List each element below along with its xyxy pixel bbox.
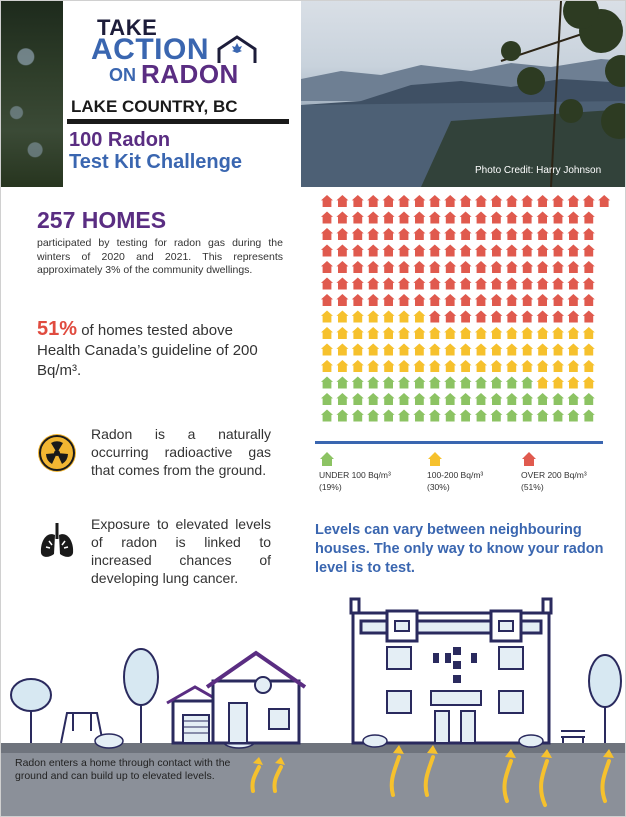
- house-mark: [321, 261, 333, 273]
- house-mark: [444, 261, 456, 273]
- house-mark: [383, 294, 395, 306]
- house-mark: [490, 393, 502, 405]
- photo-credit: Photo Credit: Harry Johnson: [475, 165, 602, 176]
- house-mark: [460, 377, 472, 389]
- house-mark: [490, 294, 502, 306]
- house-mark: [567, 278, 579, 290]
- house-mark: [352, 360, 364, 372]
- house-mark: [521, 245, 533, 257]
- house-mark: [490, 360, 502, 372]
- house-mark: [352, 311, 364, 323]
- house-mark: [506, 393, 518, 405]
- house-mark: [398, 228, 410, 240]
- house-mark: [429, 195, 441, 207]
- house-mark: [567, 261, 579, 273]
- house-mark: [490, 245, 502, 257]
- house-mark: [321, 294, 333, 306]
- tree-icon: [124, 649, 158, 743]
- house-red-icon: [521, 451, 537, 467]
- house-mark: [460, 212, 472, 224]
- house-mark: [475, 327, 487, 339]
- house-mark: [537, 195, 549, 207]
- house-mark: [336, 344, 348, 356]
- house-mark: [552, 311, 564, 323]
- house-mark: [521, 294, 533, 306]
- house-mark: [506, 360, 518, 372]
- house-mark: [583, 311, 595, 323]
- house-mark: [367, 377, 379, 389]
- house-mark: [475, 245, 487, 257]
- house-mark: [475, 377, 487, 389]
- house-mark: [413, 245, 425, 257]
- house-mark: [398, 377, 410, 389]
- house-mark: [521, 261, 533, 273]
- house-mark: [398, 344, 410, 356]
- house-mark: [552, 212, 564, 224]
- house-mark: [413, 360, 425, 372]
- house-mark: [583, 360, 595, 372]
- house-mark: [429, 294, 441, 306]
- challenge-title-line1: 100 Radon: [69, 129, 171, 151]
- house-mark: [413, 327, 425, 339]
- house-mark: [460, 245, 472, 257]
- house-mark: [336, 360, 348, 372]
- percent-value: 51%: [37, 318, 78, 340]
- house-mark: [521, 410, 533, 422]
- logo-on: ON: [109, 65, 136, 85]
- house-mark: [383, 393, 395, 405]
- house-mark: [460, 228, 472, 240]
- house-mark: [552, 261, 564, 273]
- house-mark: [413, 410, 425, 422]
- house-mark: [413, 294, 425, 306]
- house-mark: [583, 294, 595, 306]
- house-mark: [398, 195, 410, 207]
- house-mark: [352, 344, 364, 356]
- house-mark: [413, 344, 425, 356]
- tree-photo-left: [1, 1, 63, 187]
- house-mark: [444, 195, 456, 207]
- house-mark: [506, 311, 518, 323]
- house-mark: [460, 294, 472, 306]
- house-mark: [321, 311, 333, 323]
- house-mark: [537, 228, 549, 240]
- house-mark: [429, 311, 441, 323]
- house-mark: [352, 377, 364, 389]
- logo-radon: RADON: [141, 59, 239, 89]
- house-mark: [336, 261, 348, 273]
- house-mark: [552, 393, 564, 405]
- house-mark: [521, 212, 533, 224]
- house-mark: [475, 228, 487, 240]
- house-mark: [429, 212, 441, 224]
- divider: [67, 119, 289, 124]
- house-mark: [383, 261, 395, 273]
- house-mark: [460, 261, 472, 273]
- house-mark: [336, 212, 348, 224]
- house-mark: [398, 294, 410, 306]
- house-mark: [321, 393, 333, 405]
- house-mark: [429, 410, 441, 422]
- house-mark: [352, 327, 364, 339]
- house-mark: [475, 344, 487, 356]
- house-mark: [475, 278, 487, 290]
- house-mark: [490, 228, 502, 240]
- house-mark: [537, 377, 549, 389]
- radon-fact: Radon is a naturally occurring radioactive gas that comes from the ground.: [91, 426, 271, 478]
- house-mark: [460, 393, 472, 405]
- house-green-icon: [319, 451, 335, 467]
- house-mark: [444, 278, 456, 290]
- house-mark: [383, 278, 395, 290]
- house-mark: [444, 360, 456, 372]
- house-mark: [429, 228, 441, 240]
- house-mark: [336, 410, 348, 422]
- house-mark: [460, 195, 472, 207]
- house-mark: [490, 344, 502, 356]
- house-mark: [583, 228, 595, 240]
- house-mark: [552, 278, 564, 290]
- house-mark: [383, 410, 395, 422]
- house-mark: [506, 410, 518, 422]
- house-mark: [583, 278, 595, 290]
- house-mark: [429, 261, 441, 273]
- house-mark: [521, 278, 533, 290]
- house-mark: [444, 344, 456, 356]
- house-mark: [336, 245, 348, 257]
- house-mark: [506, 228, 518, 240]
- house-mark: [444, 327, 456, 339]
- house-mark: [383, 228, 395, 240]
- house-mark: [521, 360, 533, 372]
- house-mark: [475, 311, 487, 323]
- house-mark: [367, 344, 379, 356]
- house-mark: [352, 261, 364, 273]
- house-mark: [352, 195, 364, 207]
- levels-statement: Levels can vary between neighbouring houses. The only way to know your radon level is to test.: [315, 522, 604, 576]
- house-mark: [321, 212, 333, 224]
- house-mark: [567, 410, 579, 422]
- house-mark: [398, 261, 410, 273]
- house-mark: [506, 261, 518, 273]
- house-mark: [367, 278, 379, 290]
- house-mark: [336, 195, 348, 207]
- house-mark: [352, 228, 364, 240]
- house-mark: [321, 278, 333, 290]
- house-mark: [413, 195, 425, 207]
- house-mark: [567, 360, 579, 372]
- house-mark: [490, 410, 502, 422]
- house-mark: [567, 195, 579, 207]
- house-mark: [398, 311, 410, 323]
- house-mark: [490, 311, 502, 323]
- house-mark: [444, 228, 456, 240]
- house-grid: [321, 195, 621, 435]
- house-mark: [567, 245, 579, 257]
- house-mark: [521, 195, 533, 207]
- house-mark: [383, 377, 395, 389]
- house-mark: [475, 410, 487, 422]
- house-mark: [383, 327, 395, 339]
- house-mark: [383, 360, 395, 372]
- house-mark: [444, 393, 456, 405]
- house-mark: [583, 212, 595, 224]
- house-mark: [367, 311, 379, 323]
- house-mark: [460, 410, 472, 422]
- house-mark: [537, 294, 549, 306]
- house-mark: [521, 344, 533, 356]
- lake-photo: [301, 1, 626, 187]
- lungs-icon: [37, 521, 77, 561]
- house-mark: [490, 212, 502, 224]
- house-mark: [490, 195, 502, 207]
- house-mark: [552, 360, 564, 372]
- legend-label: UNDER 100 Bq/m³: [319, 470, 391, 480]
- house-mark: [598, 195, 610, 207]
- house-mark: [336, 294, 348, 306]
- house-mark: [552, 294, 564, 306]
- house-mark: [413, 261, 425, 273]
- house-mark: [490, 377, 502, 389]
- house-mark: [537, 360, 549, 372]
- legend-item-100-200: [427, 451, 483, 493]
- house-mark: [352, 245, 364, 257]
- house-mark: [383, 344, 395, 356]
- house-mark: [521, 393, 533, 405]
- house-mark: [567, 228, 579, 240]
- house-mark: [367, 228, 379, 240]
- house-mark: [475, 195, 487, 207]
- house-mark: [398, 245, 410, 257]
- lung-fact: Exposure to elevated levels of radon is linked to increased chances of developing lung cancer.: [91, 516, 271, 586]
- house-mark: [367, 393, 379, 405]
- house-mark: [429, 327, 441, 339]
- percent-statement: [37, 319, 277, 381]
- house-mark: [352, 278, 364, 290]
- house-mark: [383, 311, 395, 323]
- house-mark: [537, 245, 549, 257]
- house-mark: [444, 245, 456, 257]
- house-mark: [567, 344, 579, 356]
- house-mark: [413, 311, 425, 323]
- house-mark: [352, 410, 364, 422]
- house-mark: [336, 278, 348, 290]
- house-mark: [336, 228, 348, 240]
- bottom-caption: Radon enters a home through contact with the ground and can build up to elevated levels.: [15, 757, 231, 782]
- house-mark: [460, 327, 472, 339]
- house-mark: [552, 410, 564, 422]
- house-mark: [552, 344, 564, 356]
- house-mark: [506, 245, 518, 257]
- house-mark: [321, 245, 333, 257]
- house-yellow-icon: [427, 451, 443, 467]
- house-mark: [413, 212, 425, 224]
- house-mark: [475, 261, 487, 273]
- house-mark: [321, 410, 333, 422]
- house-mark: [537, 261, 549, 273]
- house-mark: [567, 212, 579, 224]
- house-mark: [583, 327, 595, 339]
- house-mark: [352, 294, 364, 306]
- house-mark: [537, 311, 549, 323]
- house-mark: [398, 360, 410, 372]
- house-mark: [352, 393, 364, 405]
- percent-text: of homes tested above Health Canada’s guideline of 200 Bq/m³.: [37, 322, 258, 379]
- house-mark: [367, 410, 379, 422]
- house-mark: [567, 377, 579, 389]
- house-mark: [583, 410, 595, 422]
- house-mark: [552, 377, 564, 389]
- legend-label: OVER 200 Bq/m³: [521, 470, 587, 480]
- house-mark: [336, 327, 348, 339]
- neighbourhood-illustration: [1, 591, 626, 817]
- house-mark: [506, 212, 518, 224]
- legend-divider: [315, 441, 603, 444]
- house-mark: [352, 212, 364, 224]
- house-mark: [383, 195, 395, 207]
- house-mark: [567, 393, 579, 405]
- house-mark: [444, 311, 456, 323]
- house-mark: [506, 278, 518, 290]
- house-mark: [583, 344, 595, 356]
- house-mark: [490, 278, 502, 290]
- house-mark: [367, 261, 379, 273]
- house-mark: [552, 195, 564, 207]
- house-mark: [583, 261, 595, 273]
- house-mark: [506, 327, 518, 339]
- house-mark: [552, 245, 564, 257]
- house-mark: [429, 377, 441, 389]
- house-mark: [367, 245, 379, 257]
- house-mark: [521, 228, 533, 240]
- house-mark: [429, 393, 441, 405]
- house-mark: [460, 360, 472, 372]
- house-mark: [460, 311, 472, 323]
- house-mark: [321, 228, 333, 240]
- house-mark: [506, 195, 518, 207]
- house-mark: [321, 377, 333, 389]
- house-mark: [444, 212, 456, 224]
- house-mark: [413, 228, 425, 240]
- house-mark: [475, 393, 487, 405]
- city-name: LAKE COUNTRY, BC: [71, 97, 238, 116]
- house-mark: [521, 377, 533, 389]
- legend-item-under-100: [319, 451, 391, 493]
- house-mark: [506, 344, 518, 356]
- radiation-icon: [37, 433, 77, 473]
- house-mark: [475, 212, 487, 224]
- challenge-title-line2: Test Kit Challenge: [69, 151, 242, 173]
- house-mark: [583, 195, 595, 207]
- homes-count-title: 257 HOMES: [37, 207, 167, 233]
- house-mark: [537, 327, 549, 339]
- house-mark: [429, 344, 441, 356]
- house-mark: [537, 410, 549, 422]
- house-mark: [583, 393, 595, 405]
- house-mark: [321, 344, 333, 356]
- house-mark: [429, 278, 441, 290]
- logo-action: ACTION: [91, 33, 209, 66]
- legend-percent: (30%): [427, 482, 450, 492]
- house-mark: [383, 212, 395, 224]
- house-mark: [367, 327, 379, 339]
- house-mark: [567, 327, 579, 339]
- house-mark: [537, 212, 549, 224]
- house-mark: [444, 410, 456, 422]
- house-mark: [398, 327, 410, 339]
- house-mark: [460, 344, 472, 356]
- house-mark: [506, 377, 518, 389]
- house-mark: [367, 294, 379, 306]
- house-mark: [321, 195, 333, 207]
- legend-percent: (19%): [319, 482, 342, 492]
- house-mark: [398, 212, 410, 224]
- house-mark: [413, 393, 425, 405]
- legend-item-over-200: [521, 451, 587, 493]
- tree-icon: [11, 679, 51, 743]
- house-mark: [521, 311, 533, 323]
- house-mark: [413, 278, 425, 290]
- house-mark: [475, 294, 487, 306]
- tree-icon: [589, 655, 621, 743]
- house-mark: [367, 212, 379, 224]
- house-mark: [475, 360, 487, 372]
- house-mark: [336, 377, 348, 389]
- house-mark: [398, 410, 410, 422]
- house-mark: [567, 311, 579, 323]
- house-mark: [521, 327, 533, 339]
- house-mark: [460, 278, 472, 290]
- house-mark: [398, 393, 410, 405]
- house-mark: [552, 228, 564, 240]
- house-mark: [321, 327, 333, 339]
- house-mark: [336, 393, 348, 405]
- house-mark: [537, 344, 549, 356]
- logo-take: TAKE: [97, 15, 158, 40]
- house-mark: [537, 393, 549, 405]
- house-mark: [429, 245, 441, 257]
- house-mark: [367, 195, 379, 207]
- house-mark: [383, 245, 395, 257]
- house-mark: [490, 261, 502, 273]
- house-mark: [583, 245, 595, 257]
- house-mark: [537, 278, 549, 290]
- house-mark: [429, 360, 441, 372]
- house-mark: [583, 377, 595, 389]
- homes-description: participated by testing for radon gas during the winters of 2020 and 2021. This represents approximately 3% of the community dwellings.: [37, 237, 283, 276]
- house-mark: [444, 377, 456, 389]
- house-mark: [398, 278, 410, 290]
- house-mark: [490, 327, 502, 339]
- legend-label: 100-200 Bq/m³: [427, 470, 484, 480]
- house-mark: [552, 327, 564, 339]
- house-mark: [367, 360, 379, 372]
- house-mark: [506, 294, 518, 306]
- house-mark: [321, 360, 333, 372]
- legend-percent: (51%): [521, 482, 544, 492]
- house-mark: [444, 294, 456, 306]
- house-mark: [413, 377, 425, 389]
- house-mark: [336, 311, 348, 323]
- house-mark: [567, 294, 579, 306]
